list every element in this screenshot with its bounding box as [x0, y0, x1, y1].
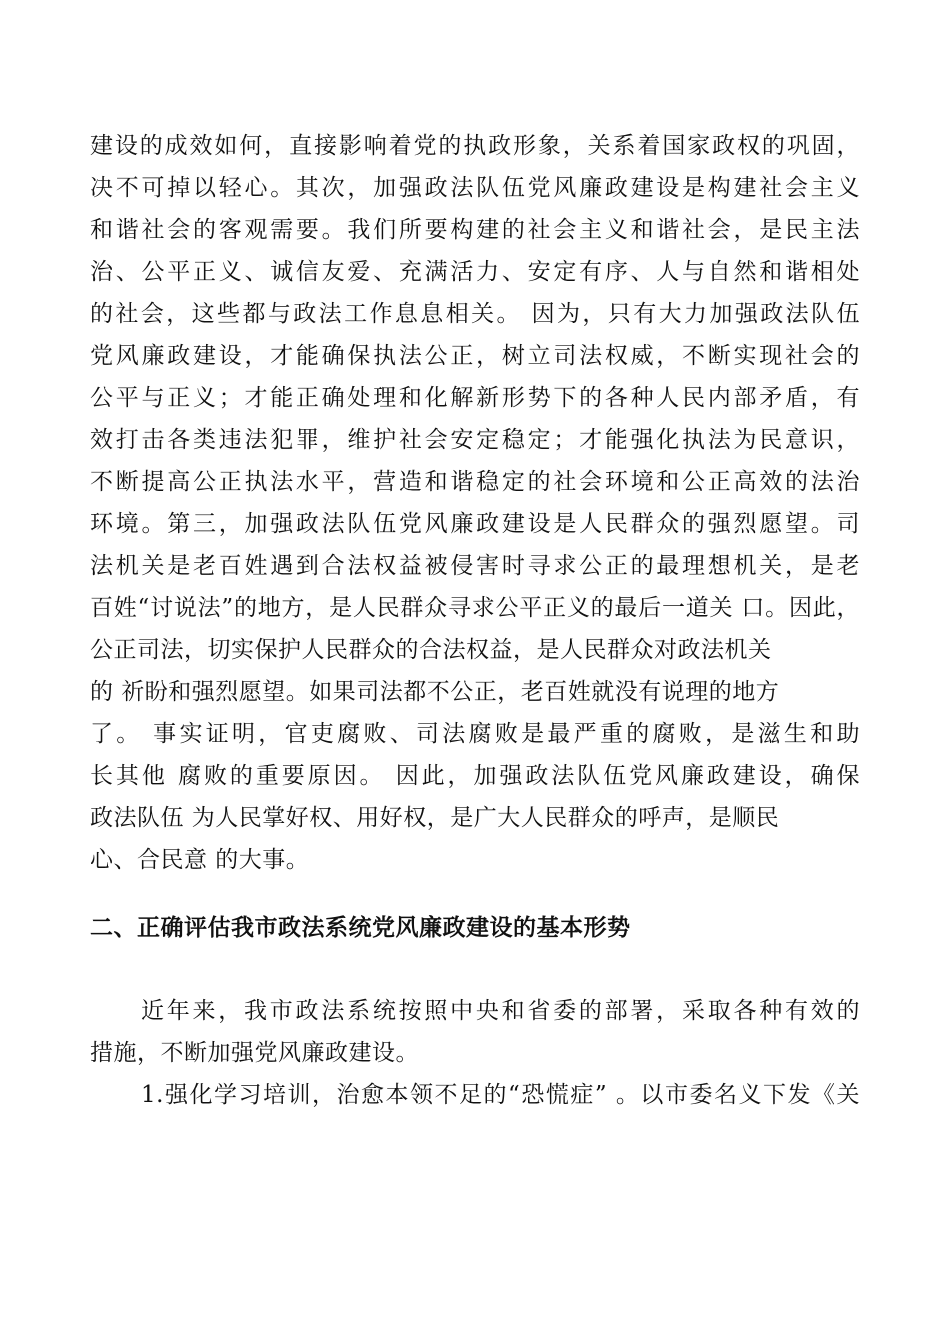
text-line: 的 祈盼和强烈愿望。如果司法都不公正，老百姓就没有说理的地方 — [90, 679, 780, 705]
text-line: 政法队伍 为人民掌好权、用好权，是广大人民群众的呼声，是顺民 — [90, 805, 780, 831]
text-line: 心、合民意 的大事。 — [90, 847, 310, 873]
text-line: 1.强化学习培训，治愈本领不足的“恐慌症” 。以市委名义下发《关 — [141, 1082, 860, 1108]
text-line: 和谐社会的客观需要。我们所要构建的社会主义和谐社会，是民主法 — [90, 217, 860, 243]
text-line: 决不可掉以轻心。其次，加强政法队伍党风廉政建设是构建社会主义 — [90, 175, 860, 201]
text-line: 长其他 腐败的重要原因。 因此，加强政法队伍党风廉政建设，确保 — [90, 763, 860, 789]
text-line: 治、公平正义、诚信友爱、充满活力、安定有序、人与自然和谐相处 — [90, 259, 860, 285]
text-line: 百姓“讨说法”的地方，是人民群众寻求公平正义的最后一道关 口。因此， — [90, 595, 860, 621]
text-line: 环境。第三，加强政法队伍党风廉政建设是人民群众的强烈愿望。司 — [90, 511, 860, 537]
text-line: 党风廉政建设，才能确保执法公正，树立司法权威，不断实现社会的 — [90, 343, 860, 369]
text-line: 的社会，这些都与政法工作息息相关。 因为，只有大力加强政法队伍 — [90, 301, 860, 327]
text-line: 措施，不断加强党风廉政建设。 — [90, 1040, 419, 1066]
section-heading: 二、正确评估我市政法系统党风廉政建设的基本形势 — [90, 915, 631, 941]
text-line: 近年来，我市政法系统按照中央和省委的部署，采取各种有效的 — [141, 998, 860, 1024]
text-line: 公平与正义；才能正确处理和化解新形势下的各种人民内部矛盾，有 — [90, 385, 860, 411]
text-line: 效打击各类违法犯罪，维护社会安定稳定；才能强化执法为民意识， — [90, 427, 860, 453]
text-line: 公正司法，切实保护人民群众的合法权益，是人民群众对政法机关 — [90, 637, 772, 663]
text-line: 法机关是老百姓遇到合法权益被侵害时寻求公正的最理想机关，是老 — [90, 553, 860, 579]
text-line: 建设的成效如何，直接影响着党的执政形象，关系着国家政权的巩固， — [90, 133, 860, 159]
text-line: 了。 事实证明，官吏腐败、司法腐败是最严重的腐败，是滋生和助 — [90, 721, 860, 747]
text-line: 不断提高公正执法水平，营造和谐稳定的社会环境和公正高效的法治 — [90, 469, 860, 495]
